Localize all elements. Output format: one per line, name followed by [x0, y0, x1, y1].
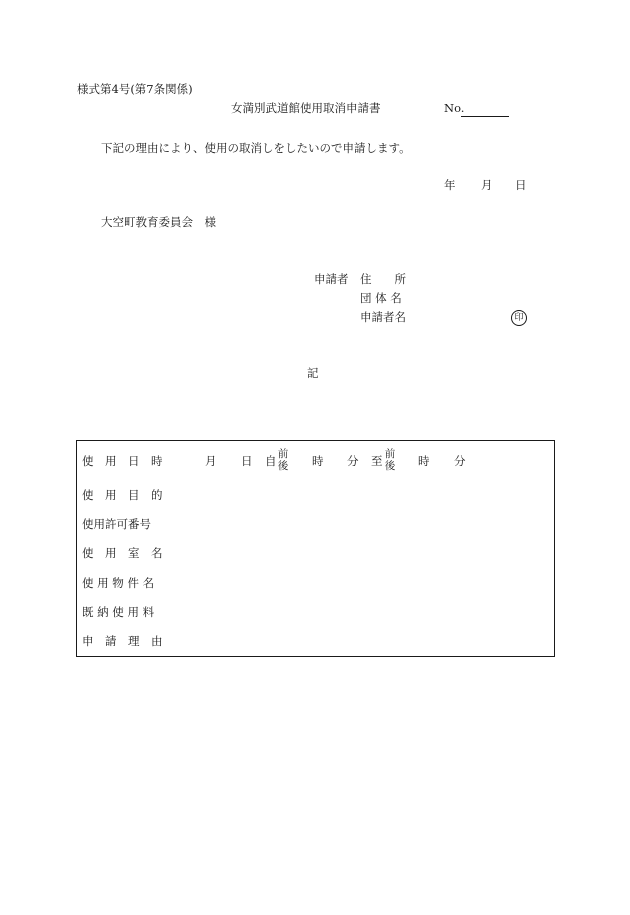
row-label-paid-fee: 既 納 使 用 料	[82, 605, 155, 619]
number-blank-line	[461, 116, 509, 117]
date-year-label: 年	[444, 178, 456, 192]
ampm-selector-start	[276, 448, 290, 472]
ampm-selector-end	[383, 448, 397, 472]
pm-label: 後	[277, 460, 289, 473]
intro-statement: 下記の理由により、使用の取消しをしたいので申請します。	[101, 141, 411, 155]
row-label-room-name: 使 用 室 名	[82, 546, 163, 560]
row-label-usage-purpose: 使 用 目 的	[82, 488, 163, 502]
number-label: No.	[444, 101, 465, 115]
usage-month-label: 月	[205, 454, 217, 468]
usage-from-label: 自	[265, 454, 277, 468]
am-label: 前	[384, 448, 396, 460]
address-label: 住 所	[360, 272, 406, 286]
applicant-label: 申請者	[314, 272, 349, 286]
usage-to-label: 至	[371, 454, 383, 468]
seal-icon: 印	[511, 310, 527, 326]
notation-heading: 記	[307, 366, 319, 380]
row-label-reason: 申 請 理 由	[82, 634, 163, 648]
document-title: 女満別武道館使用取消申請書	[231, 101, 381, 115]
form-identifier: 様式第4号(第7条関係)	[77, 82, 193, 96]
date-month-label: 月	[481, 178, 493, 192]
group-name-label: 団 体 名	[360, 291, 402, 305]
date-day-label: 日	[515, 178, 527, 192]
addressee: 大空町教育委員会 様	[101, 215, 216, 229]
row-label-item-name: 使 用 物 件 名	[82, 576, 155, 590]
end-minute-label: 分	[454, 454, 466, 468]
pm-label: 後	[384, 460, 396, 473]
am-label: 前	[277, 448, 289, 460]
end-hour-label: 時	[418, 454, 430, 468]
start-hour-label: 時	[312, 454, 324, 468]
row-label-permit-number: 使用許可番号	[82, 517, 151, 531]
applicant-name-label: 申請者名	[360, 310, 406, 324]
start-minute-label: 分	[347, 454, 359, 468]
row-label-usage-datetime: 使 用 日 時	[82, 454, 163, 468]
usage-day-label: 日	[241, 454, 253, 468]
